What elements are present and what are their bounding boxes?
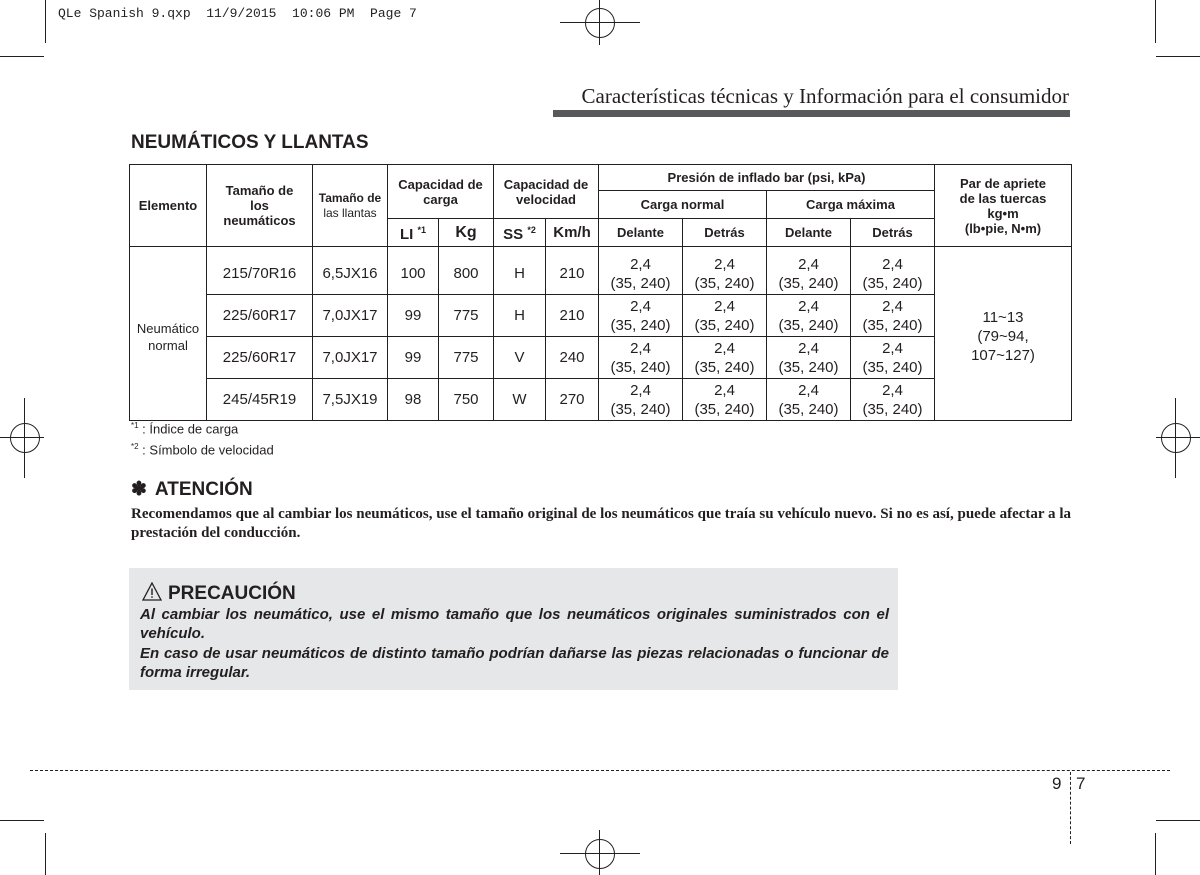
header-torque: Par de apriete de las tuercas kg•m (lb•pie, N•m): [935, 165, 1072, 247]
warning-triangle-icon: [142, 582, 162, 607]
ss-cell: H: [494, 247, 546, 295]
page-number: 7: [1076, 774, 1086, 793]
kg-cell: 800: [439, 247, 494, 295]
rim-size-cell: 7,0JX17: [313, 295, 388, 337]
running-head: Características técnicas y Información para el consumidor: [581, 84, 1069, 108]
pressure-cell: 2,4 (35, 240): [767, 295, 851, 337]
caution-paragraph: En caso de usar neumáticos de distinto tamaño podrían dañarse las piezas relacionadas o funcionar de forma irregular.: [140, 645, 889, 681]
li-cell: 100: [388, 247, 439, 295]
attention-title: ✽ ATENCIÓN: [131, 479, 253, 500]
pressure-cell: 2,4 (35, 240): [683, 379, 767, 421]
pressure-cell: 2,4 (35, 240): [767, 379, 851, 421]
pressure-cell: 2,4 (35, 240): [599, 379, 683, 421]
crop-mark: [0, 56, 44, 57]
crop-mark: [45, 0, 46, 43]
pressure-cell: 2,4 (35, 240): [599, 295, 683, 337]
header-element: Elemento: [130, 165, 207, 247]
header-max-front: Delante: [767, 219, 851, 247]
pressure-cell: 2,4 (35, 240): [851, 337, 935, 379]
ss-cell: W: [494, 379, 546, 421]
kmh-cell: 210: [546, 295, 599, 337]
li-cell: 99: [388, 295, 439, 337]
page-number-separator: [1070, 772, 1071, 844]
crop-mark: [0, 820, 44, 821]
crop-mark: [1155, 0, 1156, 43]
pressure-cell: 2,4 (35, 240): [851, 295, 935, 337]
caution-paragraph: Al cambiar los neumático, use el mismo tamaño que los neumáticos originales suministrados con el vehículo.: [140, 606, 889, 642]
pressure-cell: 2,4 (35, 240): [683, 247, 767, 295]
pressure-cell: 2,4 (35, 240): [683, 295, 767, 337]
tire-size-cell: 225/60R17: [207, 337, 313, 379]
caution-text: [140, 605, 889, 683]
header-kg: Kg: [439, 219, 494, 247]
element-cell: Neumático normal: [130, 247, 207, 421]
header-rim-size: Tamaño de las llantas: [313, 165, 388, 247]
header-ss: SS $^{*2}$: [494, 219, 546, 247]
crop-mark: [1156, 820, 1200, 821]
pressure-cell: 2,4 (35, 240): [767, 247, 851, 295]
ss-cell: H: [494, 295, 546, 337]
tire-spec-table: [129, 164, 1072, 421]
pressure-cell: 2,4 (35, 240): [767, 337, 851, 379]
pressure-cell: 2,4 (35, 240): [599, 337, 683, 379]
kmh-cell: 270: [546, 379, 599, 421]
section-title: NEUMÁTICOS Y LLANTAS: [131, 132, 369, 153]
printer-slug: QLe Spanish 9.qxp 11/9/2015 10:06 PM Page 7: [58, 6, 417, 21]
ss-cell: V: [494, 337, 546, 379]
table-row: [130, 247, 1072, 295]
kmh-cell: 210: [546, 247, 599, 295]
footer-dashed-rule: [30, 770, 1170, 771]
pressure-cell: 2,4 (35, 240): [851, 379, 935, 421]
li-cell: 98: [388, 379, 439, 421]
pressure-cell: 2,4 (35, 240): [683, 337, 767, 379]
chapter-number: 9: [1052, 774, 1062, 793]
header-max-rear: Detrás: [851, 219, 935, 247]
header-rule: [553, 110, 1070, 117]
kmh-cell: 240: [546, 337, 599, 379]
li-cell: 99: [388, 337, 439, 379]
torque-cell: 11~13 (79~94, 107~127): [935, 247, 1072, 421]
tire-size-cell: 225/60R17: [207, 295, 313, 337]
header-pressure: Presión de inflado bar (psi, kPa): [599, 165, 935, 191]
header-max-load: Carga máxima: [767, 191, 935, 219]
crop-mark: [1155, 833, 1156, 875]
asterisk-icon: ✽: [131, 479, 147, 500]
footnote-load-index: $^{*1}$ : Índice de carga: [131, 421, 239, 437]
header-normal-rear: Detrás: [683, 219, 767, 247]
attention-text: Recomendamos que al cambiar los neumáticos, use el tamaño original de los neumáticos que traía su vehículo nuevo. Si no es así, puede afectar a la prestación del conducción.: [131, 506, 1071, 541]
header-speed-capacity: Capacidad de velocidad: [494, 165, 599, 219]
pressure-cell: 2,4 (35, 240): [851, 247, 935, 295]
crop-mark: [45, 833, 46, 875]
pressure-cell: 2,4 (35, 240): [599, 247, 683, 295]
footnote-speed-symbol: $^{*2}$ : Símbolo de velocidad: [131, 442, 274, 458]
header-load-capacity: Capacidad de carga: [388, 165, 494, 219]
rim-size-cell: 6,5JX16: [313, 247, 388, 295]
rim-size-cell: 7,0JX17: [313, 337, 388, 379]
header-li: LI $^{*1}$: [388, 219, 439, 247]
header-kmh: Km/h: [546, 219, 599, 247]
kg-cell: 775: [439, 337, 494, 379]
table-row: [130, 295, 1072, 337]
caution-title: PRECAUCIÓN: [142, 582, 296, 607]
rim-size-cell: 7,5JX19: [313, 379, 388, 421]
kg-cell: 775: [439, 295, 494, 337]
tire-size-cell: 245/45R19: [207, 379, 313, 421]
crop-mark: [1156, 56, 1200, 57]
tire-size-cell: 215/70R16: [207, 247, 313, 295]
table-row: [130, 337, 1072, 379]
header-normal-load: Carga normal: [599, 191, 767, 219]
table-row: [130, 379, 1072, 421]
header-normal-front: Delante: [599, 219, 683, 247]
header-tire-size: Tamaño de los neumáticos: [207, 165, 313, 247]
kg-cell: 750: [439, 379, 494, 421]
